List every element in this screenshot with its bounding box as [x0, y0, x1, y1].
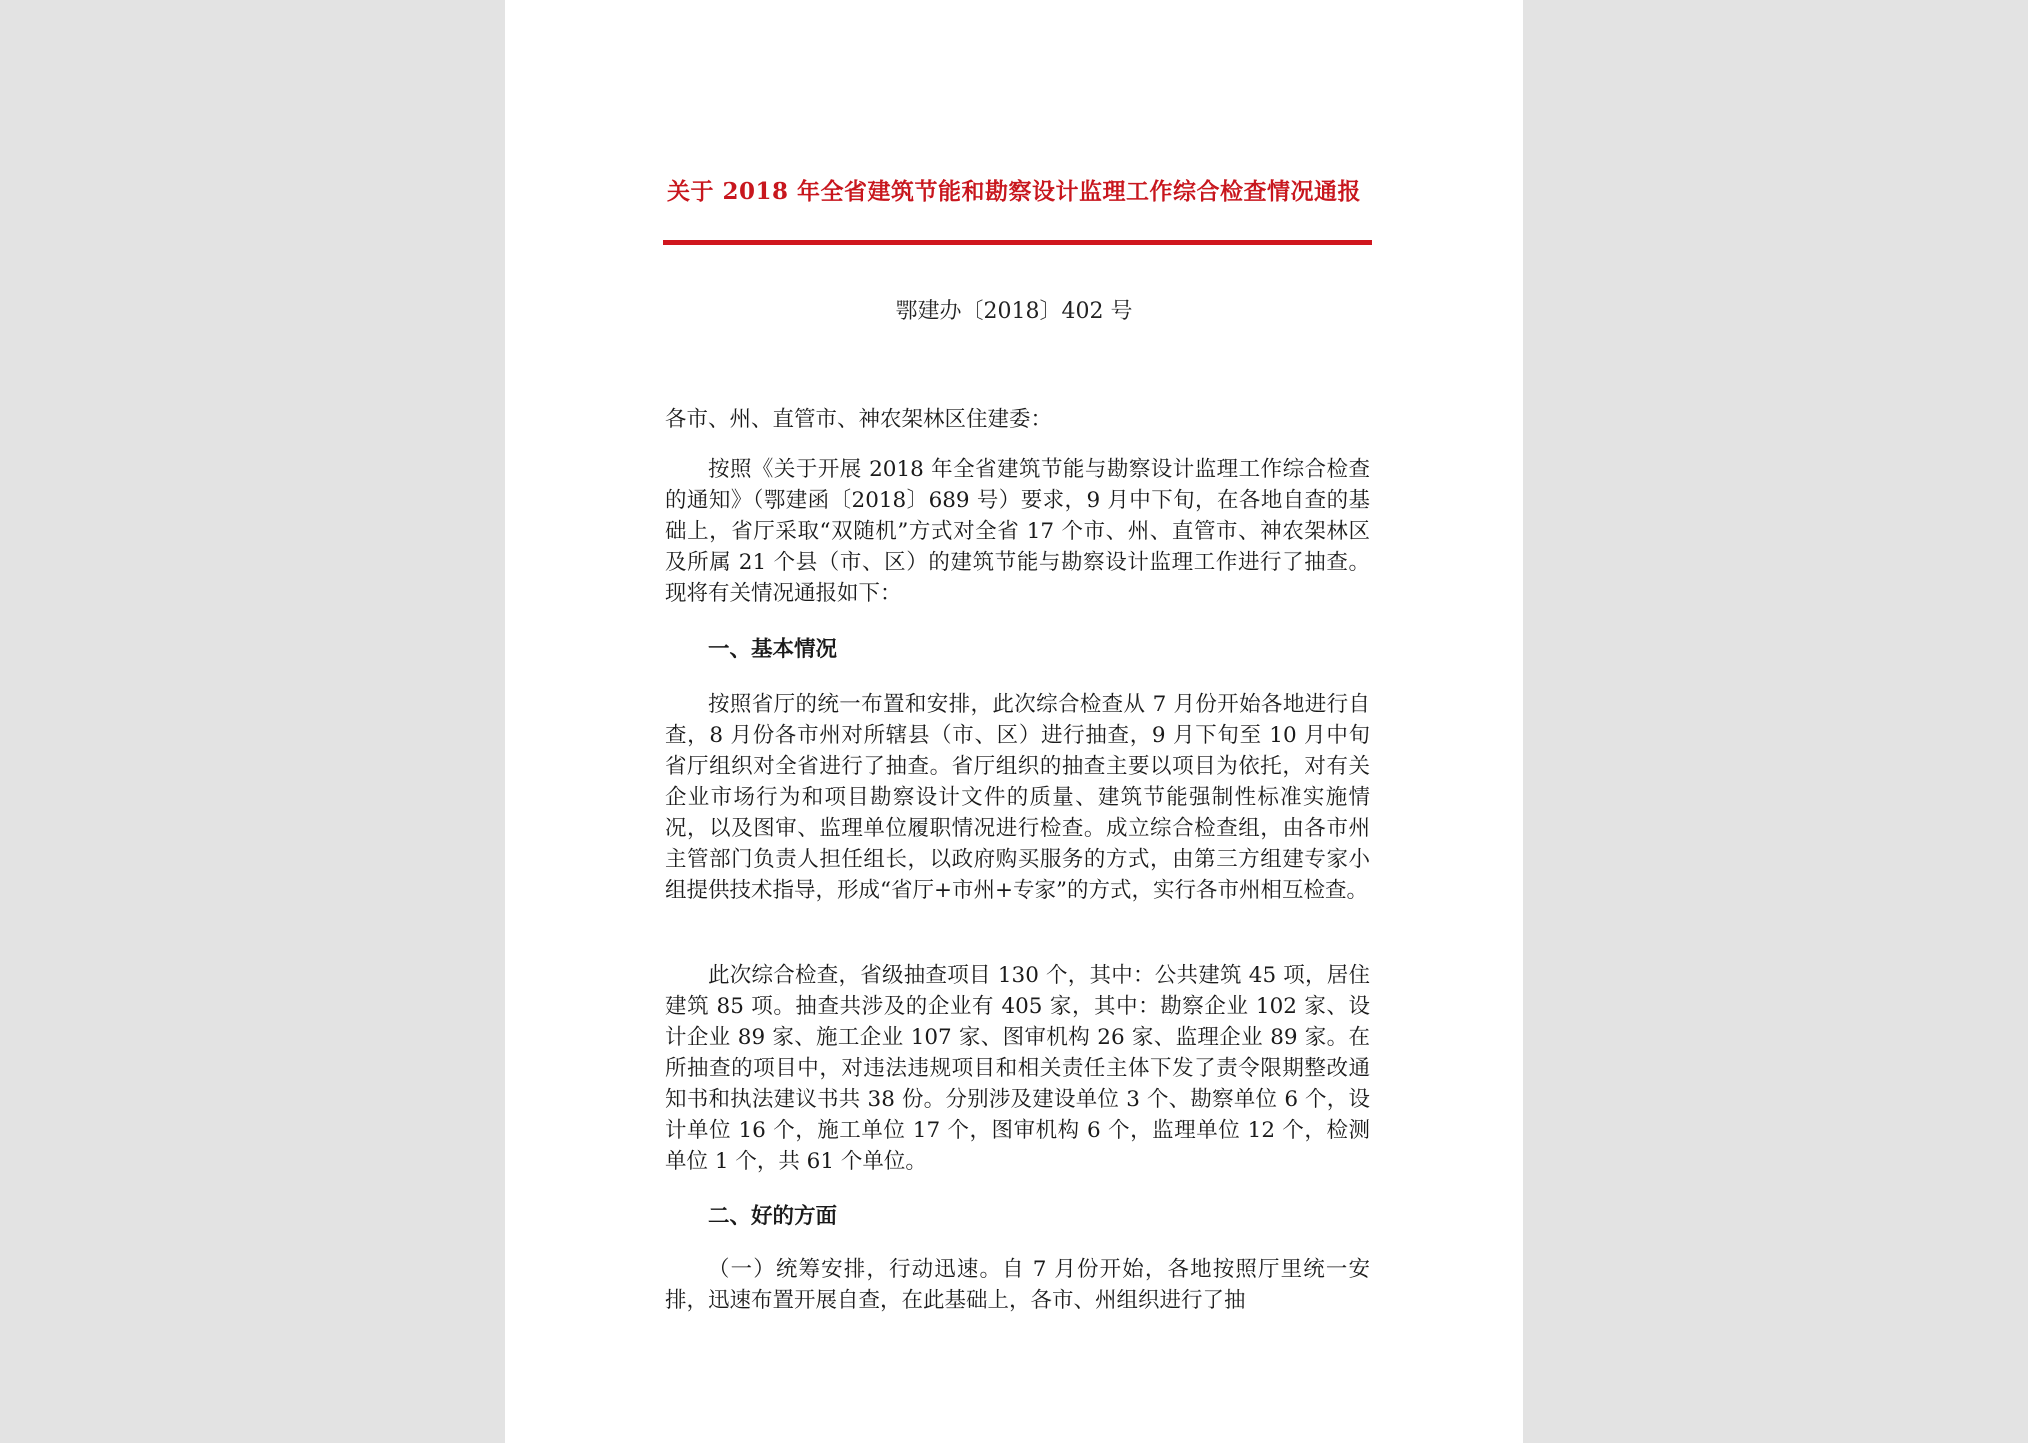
document-page: [505, 0, 1523, 1443]
section1-paragraph-2: 此次综合检查，省级抽查项目 130 个，其中：公共建筑 45 项，居住建筑 85 项。抽查共涉及的企业有 405 家，其中：勘察企业 102 家、设计企业 89 家、施工企业 107 家、图审机构 26 家、监理企业 89 家。在所抽查的项目中，对违法违规项目和相关责任主体下发了责令限期整改通知书和执法建议书共 38 份。分别涉及建设单位 3 个、勘察单位 6 个，设计单位 16 个，施工单位 17 个，图审机构 6 个，监理单位 12 个，检测单位 1 个，共 61 个单位。: [665, 963, 1370, 1174]
red-header-rule: [663, 240, 1372, 245]
section-heading-basic: 一、基本情况: [708, 637, 838, 662]
section2-paragraph-1: （一）统筹安排，行动迅速。自 7 月份开始，各地按照厅里统一安排，迅速布置开展自查，在此基础上，各市、州组织进行了抽: [665, 1257, 1370, 1313]
intro-paragraph: 按照《关于开展 2018 年全省建筑节能与勘察设计监理工作综合检查的通知》（鄂建函〔2018〕689 号）要求，9 月中下旬，在各地自查的基础上，省厅采取“双随机”方式对全省 17 个市、州、直管市、神农架林区及所属 21 个县（市、区）的建筑节能与勘察设计监理工作进行了抽查。现将有关情况通报如下：: [665, 457, 1370, 606]
document-title: 关于 2018 年全省建筑节能和勘察设计监理工作综合检查情况通报: [666, 178, 1362, 205]
section1-paragraph-1: 按照省厅的统一布置和安排，此次综合检查从 7 月份开始各地进行自查，8 月份各市州对所辖县（市、区）进行抽查，9 月下旬至 10 月中旬省厅组织对全省进行了抽查。省厅组织的抽查主要以项目为依托，对有关企业市场行为和项目勘察设计文件的质量、建筑节能强制性标准实施情况，以及图审、监理单位履职情况进行检查。成立综合检查组，由各市州主管部门负责人担任组长，以政府购买服务的方式，由第三方组建专家小组提供技术指导，形成“省厅+市州+专家”的方式，实行各市州相互检查。: [665, 692, 1370, 903]
document-number: 鄂建办〔2018〕402 号: [895, 299, 1133, 324]
salutation: 各市、州、直管市、神农架林区住建委：: [665, 407, 1053, 432]
section-heading-good: 二、好的方面: [708, 1204, 838, 1229]
